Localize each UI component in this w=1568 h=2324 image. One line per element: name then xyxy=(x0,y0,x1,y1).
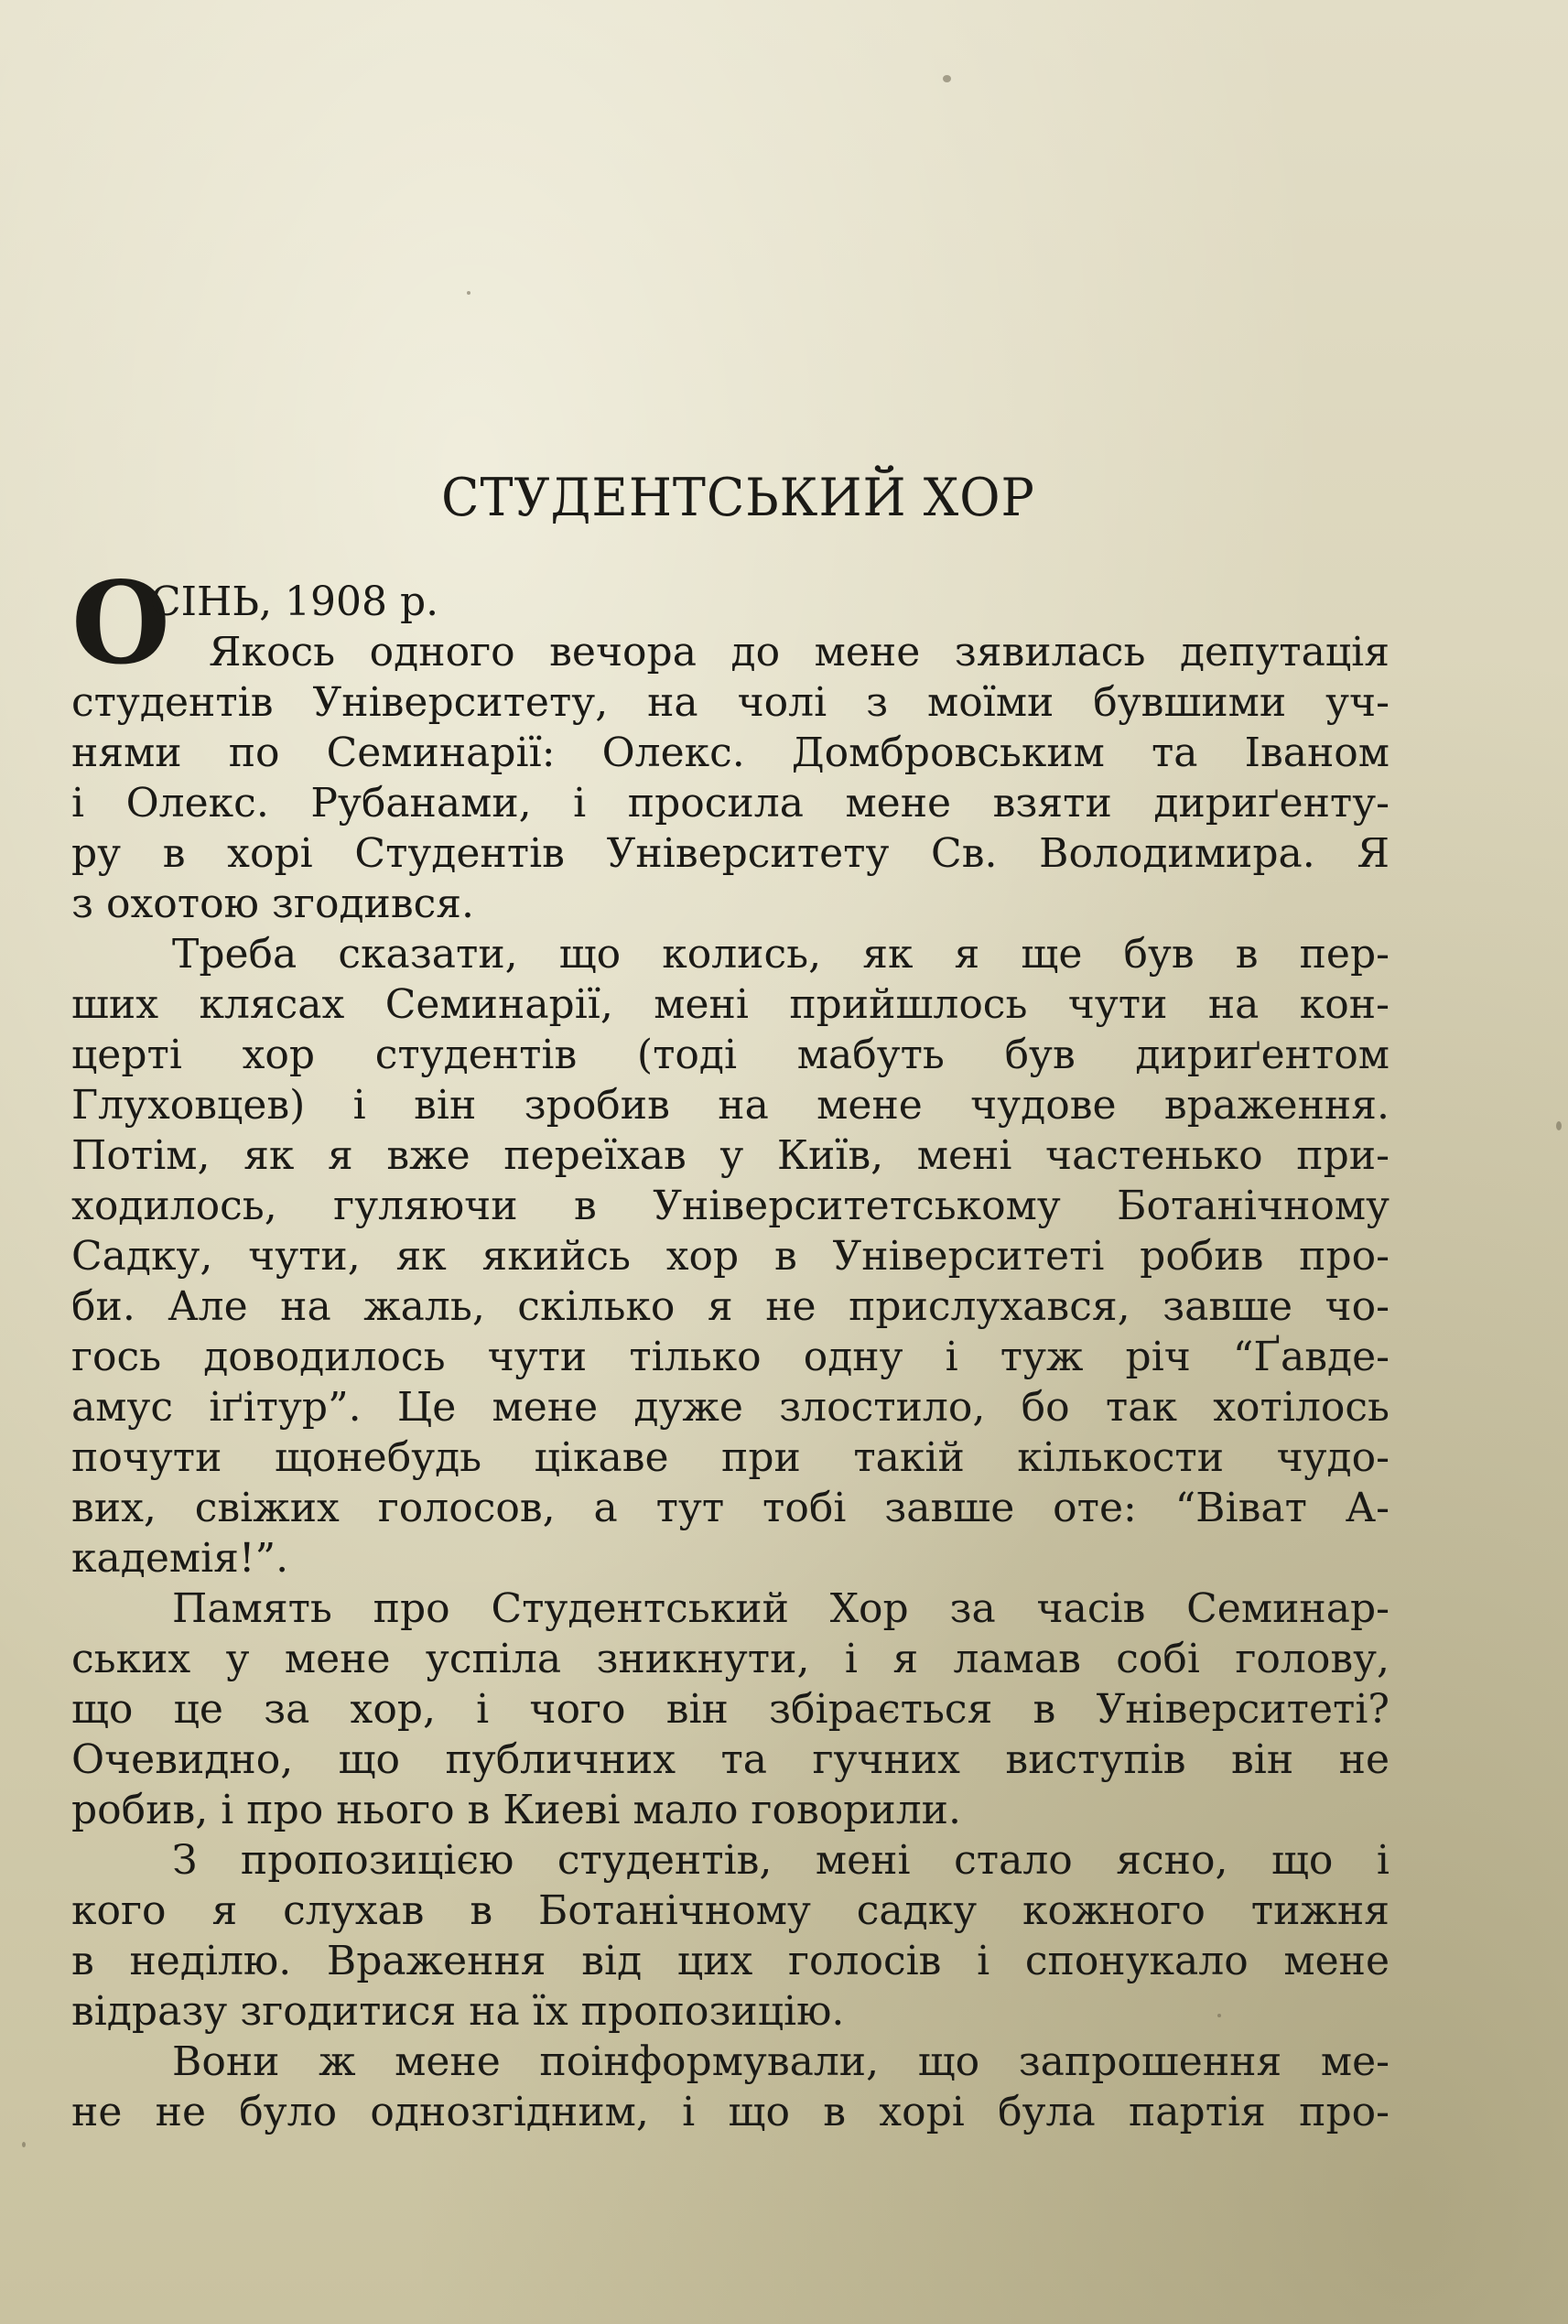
text-line: з охотою згодився. xyxy=(71,881,475,927)
text-line: Очевидно, що публичних та гучних виступів він не xyxy=(71,1736,1390,1783)
paper-speck xyxy=(943,75,951,82)
text-line: би. Але на жаль, скілько я не прислухався, завше чо- xyxy=(71,1283,1390,1330)
text-line: відразу згодитися на їх пропозицію. xyxy=(71,1988,845,2035)
text-line: кого я слухав в Ботанічному садку кожного тижня xyxy=(71,1887,1390,1934)
text-line: церті хор студентів (тоді мабуть був дириґентом xyxy=(71,1032,1390,1078)
text-line: СІНЬ, 1908 р. xyxy=(150,578,439,625)
text-line: в неділю. Враження від цих голосів і спонукало мене xyxy=(71,1938,1390,1984)
text-line: почути щонебудь цікаве при такій кількости чудо- xyxy=(71,1434,1390,1481)
text-line: ходилось, гуляючи в Університетському Ботанічному xyxy=(71,1183,1390,1229)
text-line: Потім, як я вже переїхав у Київ, мені частенько при- xyxy=(71,1132,1390,1179)
chapter-title: СТУДЕНТСЬКИЙ ХОР xyxy=(441,467,1035,528)
text-line: амус іґітур”. Це мене дуже злостило, бо так хотілось xyxy=(71,1384,1390,1431)
paper-speck xyxy=(1556,1121,1562,1130)
paper-speck xyxy=(22,2142,26,2147)
body-text xyxy=(71,557,1390,2137)
text-line: що це за хор, і чого він збірається в Університеті? xyxy=(71,1686,1390,1733)
text-line: Якось одного вечора до мене зявилась депутація xyxy=(209,629,1390,676)
text-line: Вони ж мене поінформували, що запрошення ме- xyxy=(172,2038,1390,2085)
text-line: Глуховцев) і він зробив на мене чудове враження. xyxy=(71,1082,1390,1129)
text-line: нями по Семинарії: Олекс. Домбровським та Іваном xyxy=(71,730,1390,776)
text-line: не не було однозгідним, і що в хорі була партія про- xyxy=(71,2089,1390,2135)
text-line: студентів Університету, на чолі з моїми бувшими уч- xyxy=(71,679,1390,726)
text-line: ських у мене успіла зникнути, і я ламав собі голову, xyxy=(71,1636,1390,1682)
text-line: Садку, чути, як якийсь хор в Університеті робив про- xyxy=(71,1233,1390,1280)
text-line: і Олекс. Рубанами, і просила мене взяти дириґенту- xyxy=(71,780,1390,827)
text-line: робив, і про нього в Киеві мало говорили. xyxy=(71,1787,961,1833)
text-line: З пропозицією студентів, мені стало ясно, що і xyxy=(172,1837,1390,1884)
text-line: ших клясах Семинарії, мені прийшлось чути на кон- xyxy=(71,981,1390,1028)
text-line: гось доводилось чути тілько одну і туж річ “Ґавде- xyxy=(71,1334,1390,1380)
text-line: ру в хорі Студентів Університету Св. Володимира. Я xyxy=(71,830,1390,877)
text-line: Треба сказати, що колись, як я ще був в пер- xyxy=(172,931,1390,978)
text-line: кадемія!”. xyxy=(71,1535,289,1582)
text-line: Память про Студентський Хор за часів Семинар- xyxy=(172,1585,1390,1632)
text-line: вих, свіжих голосов, а тут тобі завше оте: “Віват А- xyxy=(71,1485,1390,1531)
paper-speck xyxy=(467,291,470,295)
drop-cap: О xyxy=(71,557,171,690)
